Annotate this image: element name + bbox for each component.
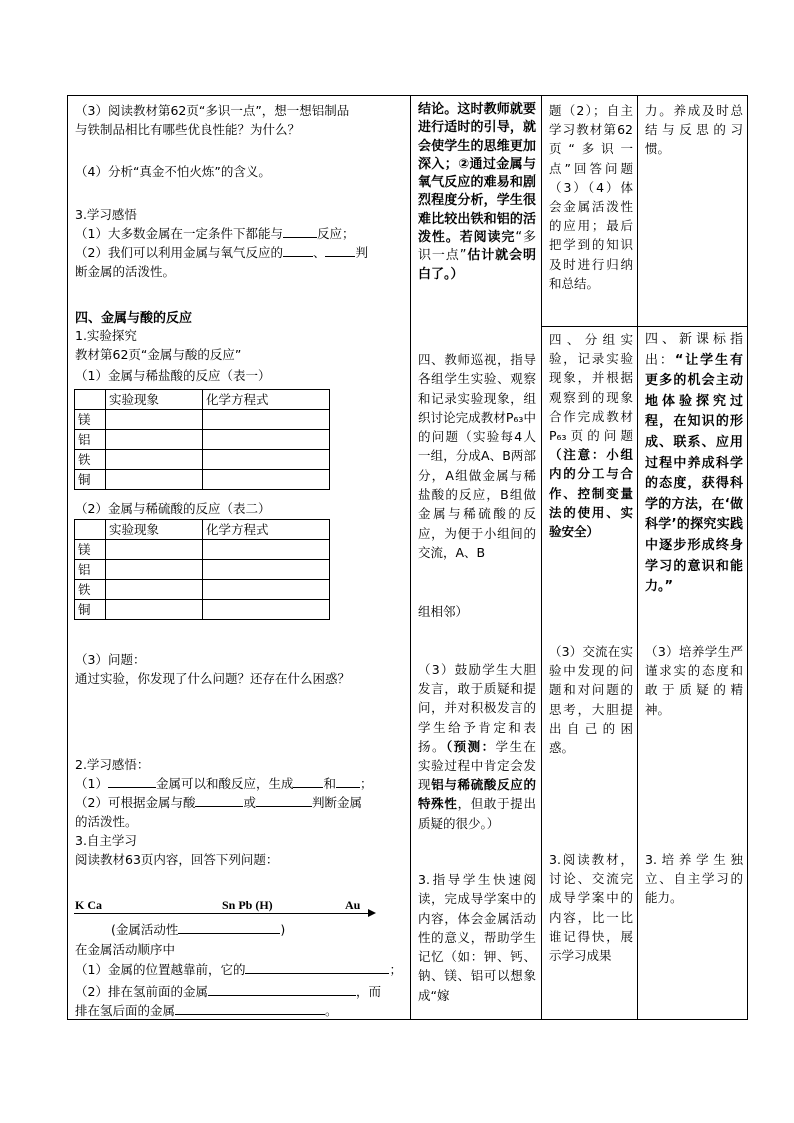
feel2-title: 2.学习感悟： (75, 757, 150, 772)
order2 (75, 982, 381, 1000)
feel22 (75, 793, 362, 811)
blank (245, 960, 389, 974)
teacher-encourage (418, 660, 536, 833)
intent-top: 力。养成及时总结与反思的习惯。 (645, 103, 743, 157)
table-row (75, 450, 330, 470)
blank (283, 224, 317, 238)
blank (256, 793, 312, 807)
intent-p3: （3）培养学生严谨求实的态度和敢于质疑的精神。 (645, 644, 743, 717)
exp-title: 1.实验探究 (75, 328, 137, 343)
q4: （4）分析“真金不怕火炼”的含义。 (75, 164, 271, 179)
teacher-top (418, 101, 536, 284)
order3-end: 。 (325, 1003, 338, 1018)
feel22-tail: 判断金属 (311, 795, 362, 810)
student-mid (549, 330, 633, 541)
blank (293, 774, 323, 788)
intent-p4: 3.培养学生独立、自主学习的能力。 (645, 852, 743, 906)
series-caption-end: ) (280, 922, 286, 937)
order3-text: 排在氢后面的金属 (75, 1003, 176, 1018)
blank (325, 243, 355, 257)
feel2-cont: 断金属的活泼性。 (75, 264, 176, 279)
teacher-top-norm: “多识一点” (418, 230, 536, 264)
header-cell: 实验现象 (106, 390, 203, 410)
enc-text: （3）鼓励学生大胆发言，敢于质疑和提问，并对积极发言的学生给予肯定和表扬。 (418, 662, 536, 754)
student-read: 3.阅读教材，讨论、交流完成导学案中的内容，比一比谁记得快，展示学习成果 (549, 852, 633, 964)
student-top: 题（2）；自主学习教材第62页“多识一点”回答问题（3）（4）体会金属活泼性的应用；最后把学到的知识及时进行归纳和总结。 (549, 103, 633, 291)
teacher-top-bold: 结论。这时教师就要进行适时的引导，就会使学生的思维更加深入；②通过金属与氧气反应的难易和剧烈程度分析，学生很难比较出铁和铝的活泼性。若阅读完 (418, 102, 536, 246)
question-title: （3）问题： (75, 652, 146, 667)
series-caption (111, 920, 285, 938)
order1-end: ； (389, 962, 402, 977)
feel2-sep: 、 (312, 245, 326, 260)
table-row (75, 430, 330, 450)
table-row (75, 410, 330, 430)
order2-text: （2）排在氢前面的金属 (75, 984, 208, 999)
header-cell: 化学方程式 (203, 520, 330, 540)
table-row (75, 540, 330, 560)
blank (175, 1001, 325, 1015)
order1 (75, 960, 402, 978)
table-hcl (74, 389, 330, 490)
blank (195, 793, 243, 807)
teacher-top-bold2: 估计就会明白了。） (418, 248, 536, 282)
table-row (75, 580, 330, 600)
order-title: 在金属活动顺序中 (75, 942, 176, 957)
teacher-mid-tail: 组相邻） (418, 604, 469, 619)
table-row (75, 600, 330, 620)
feel-title: 3.学习感悟 (75, 207, 137, 222)
order1-text: （1）金属的位置越靠前，它的 (75, 962, 246, 977)
table-row (75, 560, 330, 580)
metal-cell: 镁 (75, 540, 106, 560)
metal-cell: 铝 (75, 430, 106, 450)
q3-line2: 与铁制品相比有哪些优良性能？为什么？ (75, 122, 301, 137)
exp-ref: 教材第62页“金属与酸的反应” (75, 347, 242, 362)
series-right: Au (345, 898, 361, 912)
column-divider (410, 95, 411, 1020)
column-divider (637, 95, 638, 1020)
activity-arrow (74, 913, 372, 914)
self-text: 阅读教材63页内容，回答下列问题： (75, 852, 279, 867)
teacher-mid: 四、教师巡视，指导各组学生实验、观察和记录实验现象，组织讨论完成教材P₆₃中的问题（实验每4人一组，分成A、B两部分，A组做金属与稀盐酸的反应，B组做金属与稀硫酸的反应，为便于小组间的交流，A、B (418, 352, 536, 560)
intent-mid-text: 四、新课标指出： (645, 332, 743, 368)
metal-cell: 铁 (75, 580, 106, 600)
order2-end: ，而 (355, 984, 381, 999)
table1-caption: （1）金属与稀盐酸的反应（表一） (75, 368, 271, 383)
feel22-or: 或 (243, 795, 256, 810)
header-cell (75, 390, 106, 410)
q3-line1: （3）阅读教材第62页“多识一点”，想一想铝制品 (75, 103, 350, 118)
header-cell: 实验现象 (106, 520, 203, 540)
feel21-text: 金属可以和酸反应，生成 (155, 776, 294, 791)
feel2-tail: 判 (355, 245, 368, 260)
column-divider (541, 95, 542, 1020)
feel21 (75, 774, 373, 792)
header-cell (75, 520, 106, 540)
student-mid-bold: （注意：小组内的分工与合作、控制变量法的使用、实验安全） (549, 447, 633, 540)
enc-text3: ，但敢于提出质疑的很少。） (418, 796, 536, 831)
metal-cell: 铜 (75, 600, 106, 620)
feel22-text: （2）可根据金属与酸 (75, 795, 196, 810)
intent-mid (645, 330, 743, 598)
feel2-text: （2）我们可以利用金属与氧气反应的 (75, 245, 283, 260)
student-mid-text: 四、分组实验，记录实验现象，并根据观察到的现象合作完成教材P₆₃页的问题 (549, 332, 633, 444)
metal-cell: 铁 (75, 450, 106, 470)
table-row (75, 520, 330, 540)
blank (178, 920, 280, 934)
intent-mid-bold: “让学生有更多的机会主动地体验探究过程，在知识的形成、联系、应用过程中养成科学的态度，获得科学的方法，在‘做科学’的探究实践中逐步形成终身学习的意识和能力。” (645, 352, 743, 595)
enc-text2: 学生在实验过程中肯定会发现 (418, 738, 536, 793)
metal-cell: 铜 (75, 470, 106, 490)
metal-cell: 铝 (75, 560, 106, 580)
order3 (75, 1001, 338, 1019)
teacher-guide: 3.指导学生快速阅读，完成导学案中的内容，体会金属活动性的意义，帮助学生记忆（如：钾、钙、钠、镁、铝可以想象成“嫁 (418, 872, 536, 1003)
blank (208, 982, 356, 996)
series-caption-text: (金属活动性 (111, 922, 179, 937)
feel22-cont: 的活泼性。 (75, 814, 138, 829)
metal-cell: 镁 (75, 410, 106, 430)
series-left: K Ca (75, 898, 102, 912)
question-text: 通过实验，你发现了什么问题？还存在什么困惑？ (75, 671, 351, 686)
feel21-end: ； (359, 776, 373, 791)
feel21-and: 和 (323, 776, 336, 791)
enc-predict: （预测： (445, 738, 496, 754)
self-title: 3.自主学习 (75, 833, 137, 848)
row-divider (541, 326, 748, 327)
arrow-head-icon (368, 909, 376, 917)
feel2 (75, 243, 368, 261)
blank (108, 774, 156, 788)
feel1 (75, 224, 354, 242)
enc-bold2: 铝与稀硫酸反应的特殊性 (418, 777, 536, 812)
table2-caption: （2）金属与稀硫酸的反应（表二） (75, 501, 271, 516)
feel21-num: （1） (75, 776, 108, 791)
table-h2so4 (74, 519, 330, 620)
series-mid: Sn Pb (H) (222, 898, 273, 912)
table-row (75, 390, 330, 410)
blank (283, 243, 313, 257)
feel1-tail: 反应； (316, 226, 355, 241)
student-exchange: （3）交流在实验中发现的问题和对问题的思考，大胆提出自己的困惑。 (549, 644, 633, 756)
blank (336, 774, 360, 788)
table-row (75, 470, 330, 490)
feel1-text: （1）大多数金属在一定条件下都能与 (75, 226, 283, 241)
section-title: 四、金属与酸的反应 (75, 311, 193, 326)
header-cell: 化学方程式 (203, 390, 330, 410)
